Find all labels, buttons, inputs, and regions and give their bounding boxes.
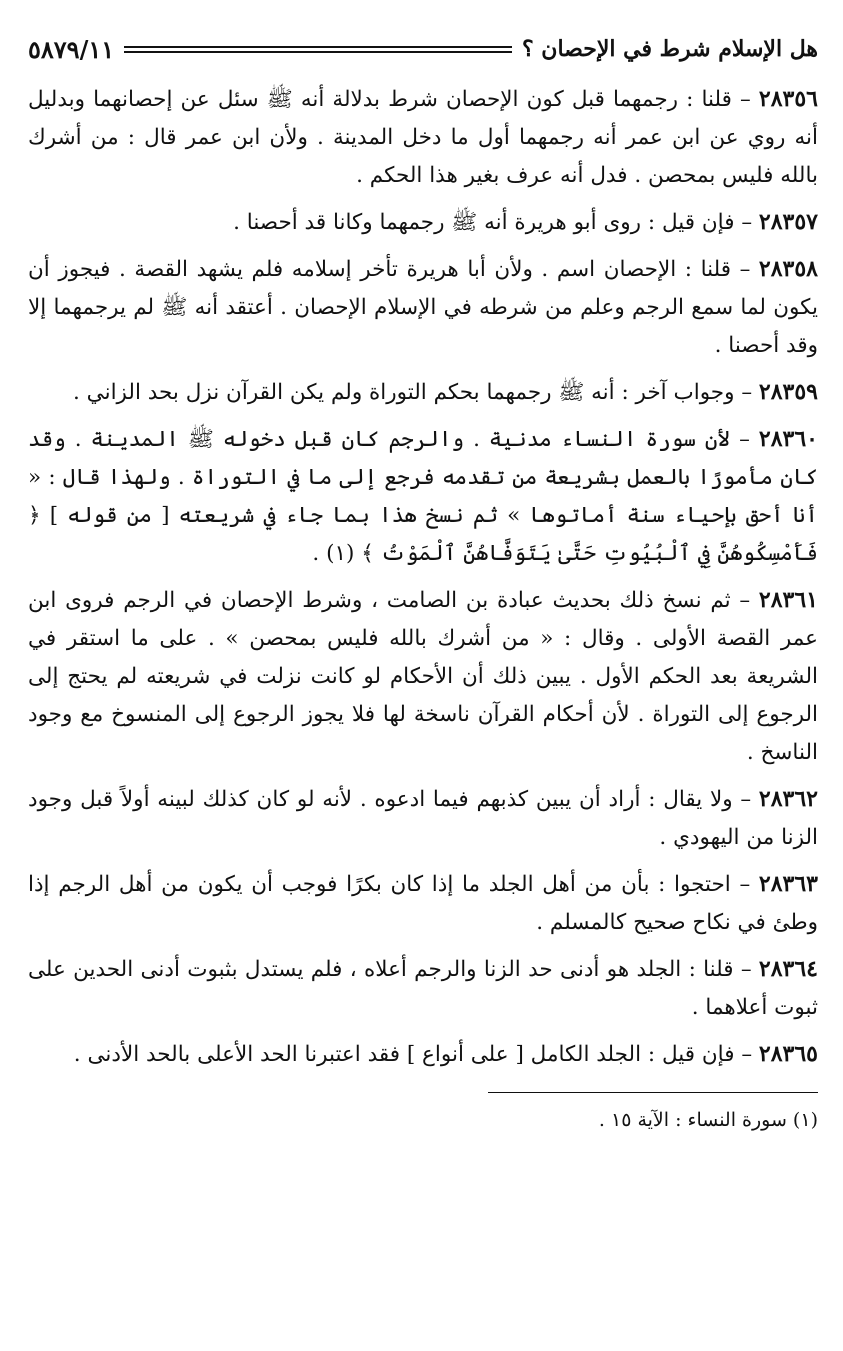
footnote-divider (488, 1092, 818, 1093)
paragraph-text: – فإن قيل : الجلد الكامل [ على أنواع ] فقد اعتبرنا الحد الأعلى بالحد الأدنى . (73, 1042, 759, 1067)
footnote: (١) سورة النساء : الآية ١٥ . (598, 1109, 818, 1131)
paragraph-text: – قلنا : رجمهما قبل كون الإحصان شرط بدلالة أنه ﷺ سئل عن إحصانهما وبدليل أنه روي عن ابن عمر أنه رجمهما أول ما دخل المدينة . ولأن ابن عمر قال : من أشرك بالله فليس بمحصن . فدل أنه عرف بغير هذا الحكم . (28, 87, 818, 188)
paragraph (28, 373, 818, 412)
paragraph-text: – وجواب آخر : أنه ﷺ رجمهما بحكم التوراة ولم يكن القرآن نزل بحد الزاني . (73, 380, 759, 405)
paragraph-text: – احتجوا : بأن من أهل الجلد ما إذا كان بكرًا فوجب أن يكون من أهل الرجم إذا وطئ في نكاح صحيح كالمسلم . (28, 872, 818, 935)
paragraph-number: ٢٨٣٥٨ (758, 256, 818, 282)
paragraph (28, 420, 818, 573)
paragraph-number: ٢٨٣٦٢ (758, 786, 818, 812)
header-rule (124, 46, 512, 53)
paragraph-text: – ثم نسخ ذلك بحديث عبادة بن الصامت ، وشرط الإحصان في الرجم فروى ابن عمر القصة الأولى . وقال : « من أشرك بالله فليس بمحصن » . على ما استقر في الشريعة بعد الحكم الأول . يبين ذلك أن الأحكام لو كانت نزلت في شريعته لم يحتج إلى الرجوع إلى التوراة . لأن أحكام القرآن ناسخة لها فلا يجوز الرجوع إلى المنسوخ مع وجود الناسخ . (28, 588, 818, 765)
paragraph-number: ٢٨٣٦١ (758, 587, 818, 613)
page-number: ٥٨٧٩/١١ (28, 34, 115, 64)
page-header (28, 26, 818, 72)
body-text (28, 80, 818, 1074)
paragraph (28, 80, 818, 195)
paragraph (28, 1035, 818, 1074)
paragraph (28, 865, 818, 942)
paragraph-number: ٢٨٣٥٧ (758, 209, 818, 235)
document-page (28, 26, 818, 1135)
paragraph-number: ٢٨٣٦٠ (758, 426, 818, 452)
paragraph-text: – لأن سورة النساء مدنية . والرجم كان قبل دخوله ﷺ المدينة . وقد كان مأمورًا بالعمل بشريعة من تقدمه فرجع إلى ما في التوراة . ولهذا قال : « أنا أحق بإحياء سنة أماتوها » ثم نسخ هذا بما جاء في شريعته [ من قوله ] ﴿ فَأَمْسِكُوهُنَّ فِي ٱلْبُيُوتِ حَتَّىٰ يَتَوَفَّاهُنَّ ٱلْمَوْتُ ﴾ (١) . (28, 427, 818, 566)
paragraph (28, 950, 818, 1027)
paragraph-number: ٢٨٣٦٥ (758, 1041, 818, 1067)
paragraph-number: ٢٨٣٥٩ (758, 379, 818, 405)
paragraph (28, 250, 818, 365)
paragraph-text: – قلنا : الجلد هو أدنى حد الزنا والرجم أعلاه ، فلم يستدل بثبوت أدنى الحدين على ثبوت أعلاهما . (28, 957, 818, 1020)
paragraph (28, 203, 818, 242)
paragraph-text: – ولا يقال : أراد أن يبين كذبهم فيما ادعوه . لأنه لو كان كذلك لبينه أولاً قبل وجود الزنا من اليهودي . (28, 787, 818, 850)
paragraph (28, 780, 818, 857)
paragraph (28, 581, 818, 772)
paragraph-text: – فإن قيل : روى أبو هريرة أنه ﷺ رجمهما وكانا قد أحصنا . (233, 210, 759, 235)
paragraph-text: – قلنا : الإحصان اسم . ولأن أبا هريرة تأخر إسلامه فلم يشهد القصة . فيجوز أن يكون لما سمع الرجم وعلم من شرطه في الإسلام الإحصان . أعتقد أنه ﷺ لم يرجمهما إلا وقد أحصنا . (28, 257, 818, 358)
running-title: هل الإسلام شرط في الإحصان ؟ (521, 36, 818, 62)
paragraph-number: ٢٨٣٦٣ (758, 871, 818, 897)
paragraph-number: ٢٨٣٦٤ (758, 956, 818, 982)
paragraph-number: ٢٨٣٥٦ (758, 86, 818, 112)
